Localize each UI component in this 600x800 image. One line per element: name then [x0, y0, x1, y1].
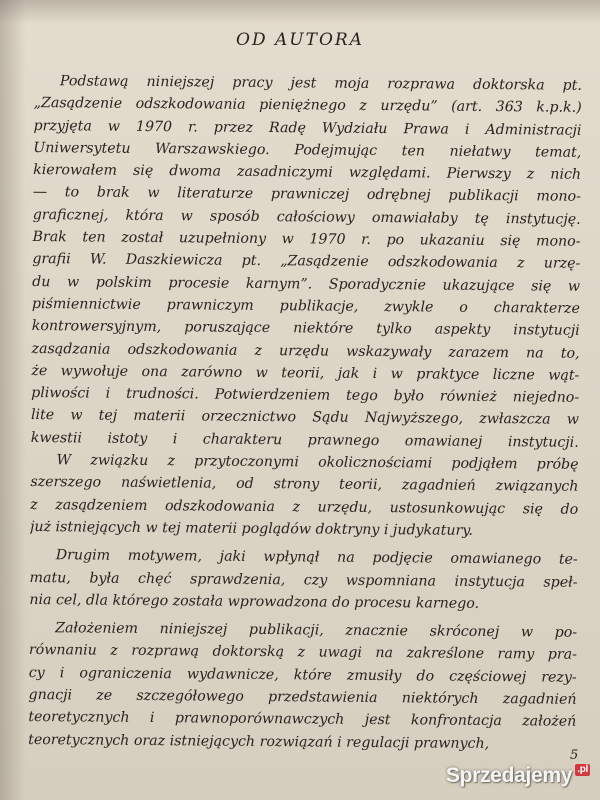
text-line: Uniwersytetu Warszawskiego. Podejmując ten niełatwy temat, — [33, 139, 582, 161]
text-line: lite w tej materii orzecznictwo Sądu Najwyższego, zwłaszcza w — [30, 407, 580, 429]
text-line: graficznej, która w sposób całościowy omawiałaby tę instytucję. — [32, 206, 581, 228]
text-line: pliwości i trudności. Potwierdzeniem tego było również niejedno- — [31, 385, 580, 406]
page-heading: OD AUTORA — [236, 30, 364, 50]
paragraph-3 — [28, 617, 577, 756]
text-line: Brak ten został uzupełniony w 1970 r. po ukazaniu się mono- — [32, 229, 581, 250]
text-line: kwestii istoty i charakteru prawnego omawianej instytucji. — [30, 429, 579, 451]
text-line: z zasądzeniem odszkodowania z urzędu, ustosunkowując się do — [30, 496, 579, 518]
text-line: kontrowersyjnym, poruszające niektóre tylko aspekty instytucji — [31, 318, 580, 340]
text-line: nia cel, dla którego została wprowadzona do procesu karnego. — [29, 591, 480, 612]
page-gutter-shadow — [0, 0, 26, 800]
text-line: piśmiennictwie prawniczym publikacje, zwykle o charakterze — [31, 295, 581, 317]
paragraph-2 — [29, 544, 578, 616]
text-line: równaniu z rozprawą doktorską z uwagi na zakreślone ramy pra- — [28, 642, 577, 664]
page-top-shadow — [0, 0, 600, 24]
text-line: du w polskim procesie karnym”. Sporadycznie ukazujące się w — [32, 273, 581, 295]
text-line: W związku z przytoczonymi okolicznościami podjąłem próbę — [56, 452, 579, 473]
text-line: matu, była chęć sprawdzenia, czy wspomniana instytucja speł- — [29, 569, 578, 591]
text-line: „Zasądzenie odszkodowania pieniężnego z urzędu” (art. 363 k.p.k.) — [33, 95, 582, 117]
text-line: cy i ograniczenia wydawnicze, które zmusiły do częściowej rezy- — [28, 664, 577, 686]
body-text — [28, 70, 582, 756]
text-line: — to brak w literaturze prawniczej odrębnej publikacji mono- — [32, 184, 581, 206]
text-line: kierowałem się dwoma zasadniczymi względami. Pierwszy z nich — [33, 162, 582, 183]
text-line: zasądzania odszkodowania z urzędu wskazywały zarazem na to, — [31, 340, 580, 362]
page-number: 5 — [570, 748, 579, 763]
watermark-logo — [446, 760, 590, 792]
text-line: Założeniem niniejszej publikacji, znacznie skróconej w po- — [55, 620, 578, 641]
text-line: że wywołuje ona zarówno w teorii, jak i w praktyce liczne wąt- — [31, 362, 580, 384]
paragraph-1 — [30, 70, 582, 543]
text-line: przyjęta w 1970 r. przez Radę Wydziału Prawa i Administracji — [33, 117, 582, 139]
text-line: teoretycznych i prawnoporównawczych jest konfrontacja założeń — [28, 709, 577, 731]
text-line: gnacji ze szczegółowego przedstawienia niektórych zagadnień — [28, 686, 577, 708]
text-line: Podstawą niniejszej pracy jest moja rozprawa doktorska pt. — [59, 73, 582, 94]
text-line: Drugim motywem, jaki wpłynął na podjęcie omawianego te- — [55, 547, 578, 568]
watermark-tag: .pl — [577, 764, 588, 775]
watermark-text: Sprzedajemy — [445, 764, 573, 787]
text-line: już istniejących w tej materii poglądów doktryny i judykatury. — [29, 518, 473, 539]
text-line: grafii W. Daszkiewicza pt. „Zasądzenie odszkodowania z urzę- — [32, 251, 581, 273]
text-line: szerszego naświetlenia, od strony teorii, zagadnień związanych — [30, 474, 579, 496]
text-line: teoretycznych oraz istniejących rozwiązań i regulacji prawnych, — [28, 731, 490, 752]
